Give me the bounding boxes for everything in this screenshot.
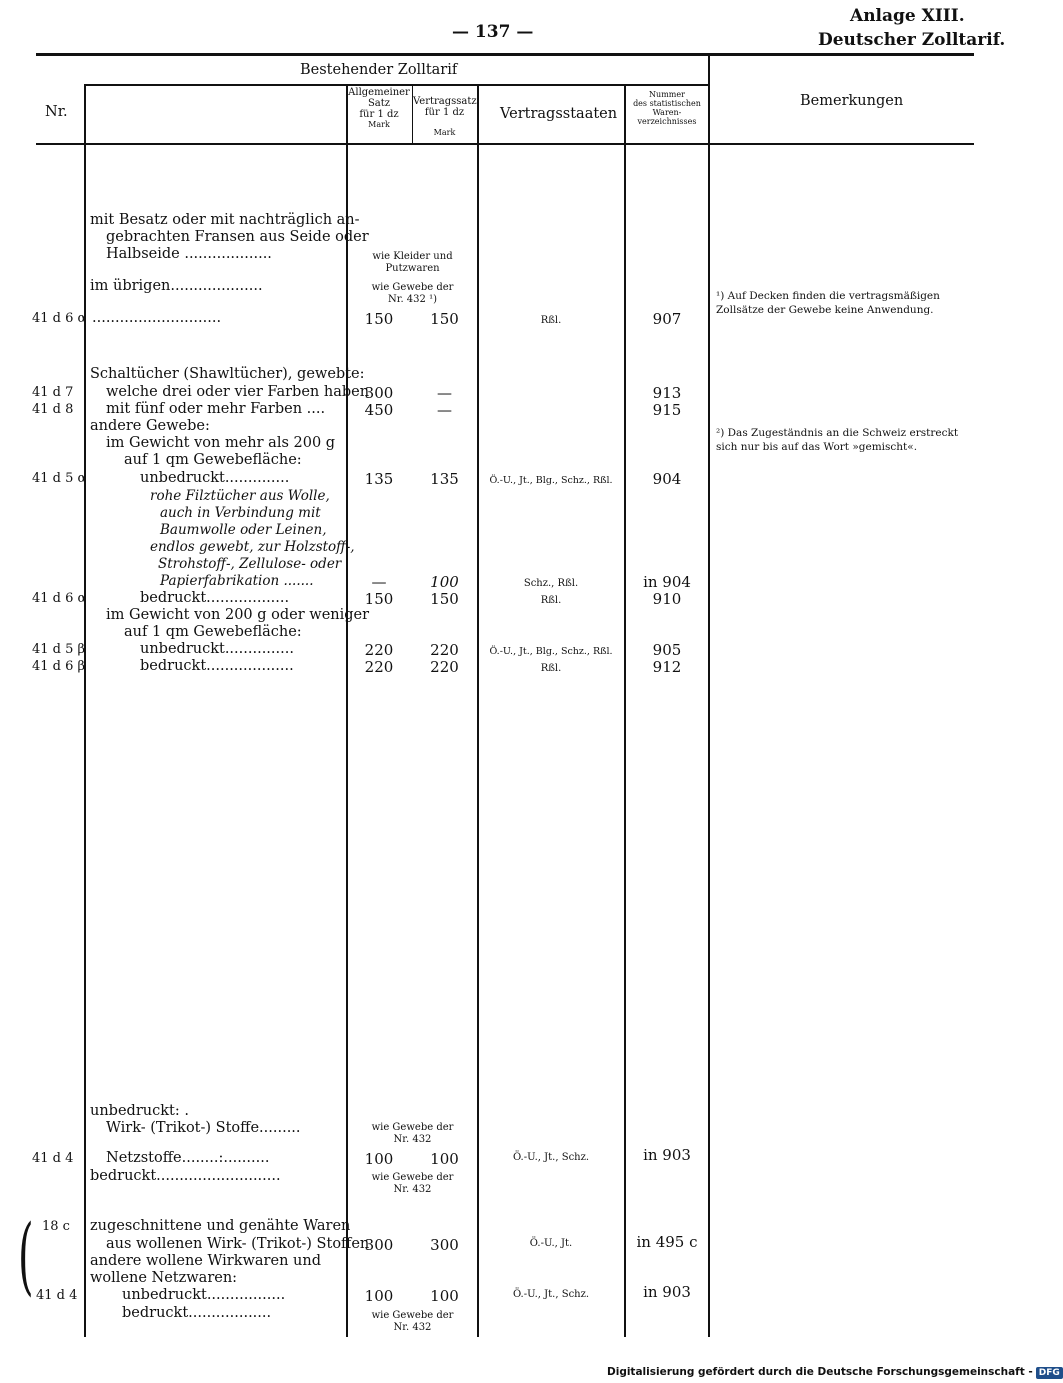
row-text: endlos gewebt, zur Holzstoff-, [150, 539, 355, 555]
row-general-rate: — [371, 573, 387, 591]
row-states: Rßl. [540, 663, 562, 674]
row-text: mit fünf oder mehr Farben .... [106, 401, 326, 417]
row-text: Strohstoff-, Zellulose- oder [158, 556, 342, 572]
row-states: Ö.-U., Jt., Schz. [512, 1152, 590, 1163]
row-general-rate: 220 [364, 658, 394, 676]
row-general-rate: Nr. 432 [393, 1134, 432, 1145]
row-contract-rate: 100 [430, 573, 459, 591]
row-text: wollene Netzwaren: [90, 1270, 238, 1286]
row-stat-number: 910 [652, 590, 682, 608]
row-general-rate: Nr. 432 [393, 1184, 432, 1195]
row-text: unbedruckt................. [122, 1287, 286, 1303]
row-text: aus wollenen Wirk- (Trikot-) Stoffen [106, 1236, 370, 1252]
row-states: Rßl. [540, 315, 562, 326]
row-general-rate: Nr. 432 ¹) [388, 294, 437, 305]
row-text: auf 1 qm Gewebefläche: [124, 624, 302, 640]
row-text: Halbseide ................... [106, 246, 272, 262]
row-general-rate: wie Kleider und [372, 251, 453, 262]
col-header-nr: Nr. [45, 104, 68, 120]
row-stat-number: in 495 c [636, 1233, 698, 1251]
row-general-rate: 100 [364, 1150, 394, 1168]
row-stat-number: 905 [652, 641, 682, 659]
row-nr: 41 d 6 β [32, 659, 86, 674]
row-text: unbedruckt............... [140, 641, 294, 657]
footnote-2: ²) Das Zugeständnis an die Schweiz erstreckt sich nur bis auf das Wort »gemischt«. [716, 427, 959, 453]
row-text: gebrachten Fransen aus Seide oder [106, 229, 369, 245]
row-text: Netzstoffe........:.......... [106, 1150, 270, 1166]
footnote-1: ¹) Auf Decken finden die vertragsmäßigen Zollsätze der Gewebe keine Anwendung. [716, 290, 940, 316]
header-rule-middle [85, 84, 708, 86]
row-states: Ö.-U., Jt., Blg., Schz., Rßl. [489, 646, 613, 657]
row-stat-number: in 903 [643, 1283, 691, 1301]
row-text: rohe Filztücher aus Wolle, [150, 488, 330, 504]
row-stat-number: 912 [652, 658, 682, 676]
row-general-rate: 135 [364, 470, 394, 488]
row-nr: 41 d 4 [32, 1151, 74, 1166]
row-text: Schaltücher (Shawltücher), gewebte: [90, 366, 365, 382]
row-states: Ö.-U., Jt., Schz. [512, 1289, 590, 1300]
row-general-rate: wie Gewebe der [371, 282, 454, 293]
row-text: welche drei oder vier Farben haben [106, 384, 370, 400]
row-text: auch in Verbindung mit [160, 505, 321, 521]
row-contract-rate: — [437, 384, 452, 402]
brace-left: ( [18, 1208, 34, 1306]
row-general-rate: 450 [364, 401, 394, 419]
group-title: Bestehender Zolltarif [300, 62, 458, 78]
row-text: im Gewicht von 200 g oder weniger [106, 607, 370, 623]
row-nr: 41 d 6 α [32, 311, 87, 326]
row-general-rate: Nr. 432 [393, 1322, 432, 1333]
credit-text: Digitalisierung gefördert durch die Deutsche Forschungsgemeinschaft - [607, 1366, 1033, 1378]
row-general-rate: 150 [364, 590, 394, 608]
header-bottom-rule [36, 143, 974, 145]
col-header-contract-rate: Vertragssatz für 1 dz Mark [413, 96, 477, 137]
row-general-rate: 300 [364, 1236, 394, 1254]
row-nr: 41 d 8 [32, 402, 74, 417]
annex-label: Anlage XIII. [850, 6, 965, 26]
row-stat-number: 907 [652, 310, 682, 328]
row-text: Wirk- (Trikot-) Stoffe......... [106, 1120, 301, 1136]
row-general-rate: 100 [364, 1287, 394, 1305]
row-stat-number: in 904 [643, 573, 691, 591]
row-contract-rate: 220 [430, 641, 459, 659]
row-text: unbedruckt.............. [140, 470, 290, 486]
row-nr: 41 d 5 β [32, 642, 86, 657]
col-divider-remarks [708, 56, 710, 1337]
row-contract-rate: 150 [430, 310, 459, 328]
col-divider-nr [84, 84, 86, 1337]
row-general-rate: Putzwaren [385, 263, 440, 274]
col-header-stat-number: Nummer des statistischen Waren- verzeichnisses [633, 90, 701, 126]
row-text: andere Gewebe: [90, 418, 210, 434]
page-number: — 137 — [452, 22, 534, 42]
col-divider-states [477, 84, 479, 1337]
row-general-rate: 150 [364, 310, 394, 328]
row-states: Ö.-U., Jt., Blg., Schz., Rßl. [489, 475, 613, 486]
row-states: Rßl. [540, 595, 562, 606]
row-nr: 41 d 4 [36, 1288, 78, 1303]
row-text: ............................ [92, 310, 222, 326]
row-text: Papierfabrikation ....... [160, 573, 314, 589]
row-stat-number: 913 [652, 384, 682, 402]
row-text: bedruckt................... [140, 658, 294, 674]
row-contract-rate: 220 [430, 658, 459, 676]
row-nr: 41 d 6 α [32, 591, 87, 606]
row-text: bedruckt.................. [122, 1305, 272, 1321]
row-general-rate: 300 [364, 384, 394, 402]
row-text: Baumwolle oder Leinen, [160, 522, 327, 538]
row-stat-number: in 903 [643, 1146, 691, 1164]
row-general-rate: 220 [364, 641, 394, 659]
row-text: zugeschnittene und genähte Waren [90, 1218, 351, 1234]
col-header-remarks: Bemerkungen [800, 93, 904, 109]
row-text: bedruckt........................... [90, 1168, 281, 1184]
row-contract-rate: 100 [430, 1287, 459, 1305]
row-nr: 18 c [42, 1219, 70, 1234]
digitization-credit [607, 1366, 1063, 1379]
row-states: Ö.-U., Jt. [529, 1238, 573, 1249]
col-header-contract-states: Vertragsstaaten [500, 106, 618, 122]
row-general-rate: wie Gewebe der [371, 1122, 454, 1133]
row-contract-rate: — [437, 401, 452, 419]
row-text: im übrigen.................... [90, 278, 263, 294]
row-text: andere wollene Wirkwaren und [90, 1253, 321, 1269]
row-text: bedruckt.................. [140, 590, 290, 606]
row-contract-rate: 150 [430, 590, 459, 608]
row-states: Schz., Rßl. [523, 578, 579, 589]
dfg-logo: DFG [1036, 1367, 1063, 1379]
row-nr: 41 d 5 α [32, 471, 87, 486]
row-contract-rate: 135 [430, 470, 459, 488]
row-text: mit Besatz oder mit nachträglich an- [90, 212, 360, 228]
col-header-general-rate: Allgemeiner Satz für 1 dz Mark [348, 87, 410, 129]
row-contract-rate: 300 [430, 1236, 459, 1254]
row-stat-number: 915 [652, 401, 682, 419]
top-rule [36, 53, 974, 56]
tariff-title: Deutscher Zolltarif. [818, 30, 1006, 50]
row-text: im Gewicht von mehr als 200 g [106, 435, 336, 451]
row-contract-rate: 100 [430, 1150, 459, 1168]
row-text: auf 1 qm Gewebefläche: [124, 452, 302, 468]
row-stat-number: 904 [652, 470, 682, 488]
row-text: unbedruckt: . [90, 1103, 189, 1119]
row-nr: 41 d 7 [32, 385, 74, 400]
row-general-rate: wie Gewebe der [371, 1172, 454, 1183]
row-general-rate: wie Gewebe der [371, 1310, 454, 1321]
